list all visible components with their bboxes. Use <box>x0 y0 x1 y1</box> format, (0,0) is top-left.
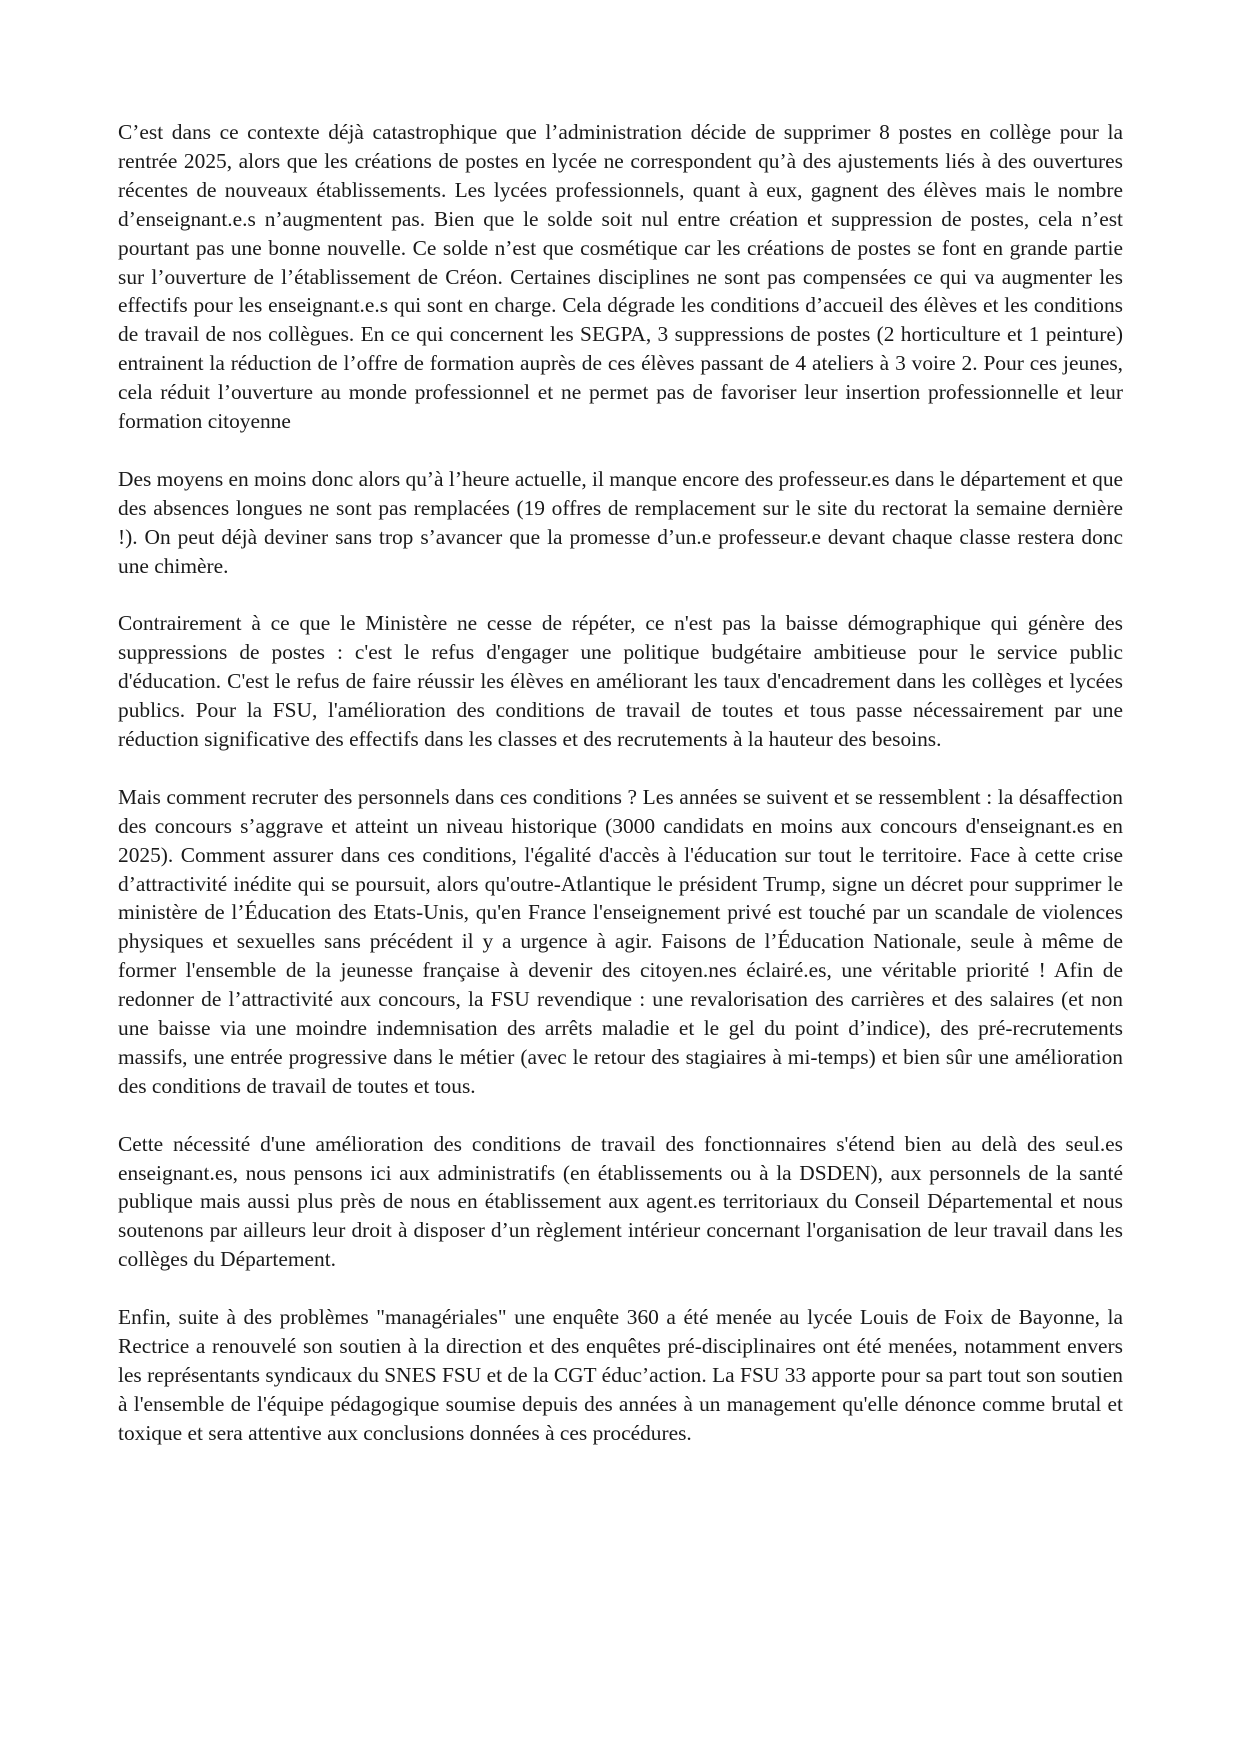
paragraph-conditions-fonctionnaires: Cette nécessité d'une amélioration des conditions de travail des fonctionnaires s'étend bien au delà des seul.es enseignant.es, nous pensons ici aux administratifs (en établissements ou à la DSDEN), aux personnels de la santé publique mais aussi plus près de nous en établissement aux agent.es territoriaux du Conseil Départemental et nous soutenons par ailleurs leur droit à disposer d’un règlement intérieur concernant l'organisation de leur travail dans les collèges du Département. <box>118 1131 1123 1272</box>
paragraph-baisse-demographique: Contrairement à ce que le Ministère ne cesse de répéter, ce n'est pas la baisse démographique qui génère des suppressions de postes : c'est le refus d'engager une politique budgétaire ambitieuse pour le service public d'éducation. C'est le refus de faire réussir les élèves en améliorant les taux d'encadrement dans les collèges et lycées publics. Pour la FSU, l'amélioration des conditions de travail de toutes et tous passe nécessairement par une réduction significative des effectifs dans les classes et des recrutements à la hauteur des besoins. <box>118 611 1123 751</box>
document-page <box>118 118 1123 1448</box>
paragraph-moyens-en-moins: Des moyens en moins donc alors qu’à l’heure actuelle, il manque encore des professeur.es dans le département et que des absences longues ne sont pas remplacées (19 offres de remplacement sur le site du rectorat la semaine dernière !). On peut déjà deviner sans trop s’avancer que la promesse d’un.e professeur.e devant chaque classe restera donc une chimère. <box>118 466 1124 578</box>
paragraph-recrutement: Mais comment recruter des personnels dans ces conditions ? Les années se suivent et se ressemblent : la désaffection des concours s’aggrave et atteint un niveau historique (3000 candidats en moins aux concours d'enseignant.es en 2025). Comment assurer dans ces conditions, l'égalité d'accès à l'éducation sur tout le territoire. Face à cette crise d’attractivité inédite qui se poursuit, alors qu'outre-Atlantique le président Trump, signe un décret pour supprimer le ministère de l’Éducation des Etats-Unis, qu'en France l'enseignement privé est touché par un scandale de violences physiques et sexuelles sans précédent il y a urgence à agir. Faisons de l’Éducation Nationale, seule à même de former l'ensemble de la jeunesse française à devenir des citoyen.nes éclairé.es, une véritable priorité ! Afin de redonner de l’attractivité aux concours, la FSU revendique : une revalorisation des carrières et des salaires (et non une baisse via une moindre indemnisation des arrêts maladie et le gel du point d’indice), des pré-recrutements massifs, une entrée progressive dans le métier (avec le retour des stagiaires à mi-temps) et bien sûr une amélioration des conditions de travail de toutes et tous. <box>118 784 1123 1098</box>
paragraph-enquete-bayonne: Enfin, suite à des problèmes "managériales" une enquête 360 a été menée au lycée Louis de Foix de Bayonne, la Rectrice a renouvelé son soutien à la direction et des enquêtes pré-disciplinaires ont été menées, notamment envers les représentants syndicaux du SNES FSU et de la CGT éduc’action. La FSU 33 apporte pour sa part tout son soutien à l'ensemble de l'équipe pédagogique soumise depuis des années à un management qu'elle dénonce comme brutal et toxique et sera attentive aux conclusions données à ces procédures. <box>118 1305 1123 1445</box>
paragraph-budget-postes: C’est dans ce contexte déjà catastrophique que l’administration décide de supprimer 8 postes en collège pour la rentrée 2025, alors que les créations de postes en lycée ne correspondent qu’à des ajustements liés à des ouvertures récentes de nouveaux établissements. Les lycées professionnels, quant à eux, gagnent des élèves mais le nombre d’enseignant.e.s n’augmentent pas. Bien que le solde soit nul entre création et suppression de postes, cela n’est pourtant pas une bonne nouvelle. Ce solde n’est que cosmétique car les créations de postes se font en grande partie sur l’ouverture de l’établissement de Créon. Certaines disciplines ne sont pas compensées ce qui va augmenter les effectifs pour les enseignant.e.s qui sont en charge. Cela dégrade les conditions d’accueil des élèves et les conditions de travail de nos collègues. En ce qui concernent les SEGPA, 3 suppressions de postes (2 horticulture et 1 peinture) entrainent la réduction de l’offre de formation auprès de ces élèves passant de 4 ateliers à 3 voire 2. Pour ces jeunes, cela réduit l’ouverture au monde professionnel et ne permet pas de favoriser leur insertion professionnelle et leur formation citoyenne <box>118 120 1123 434</box>
